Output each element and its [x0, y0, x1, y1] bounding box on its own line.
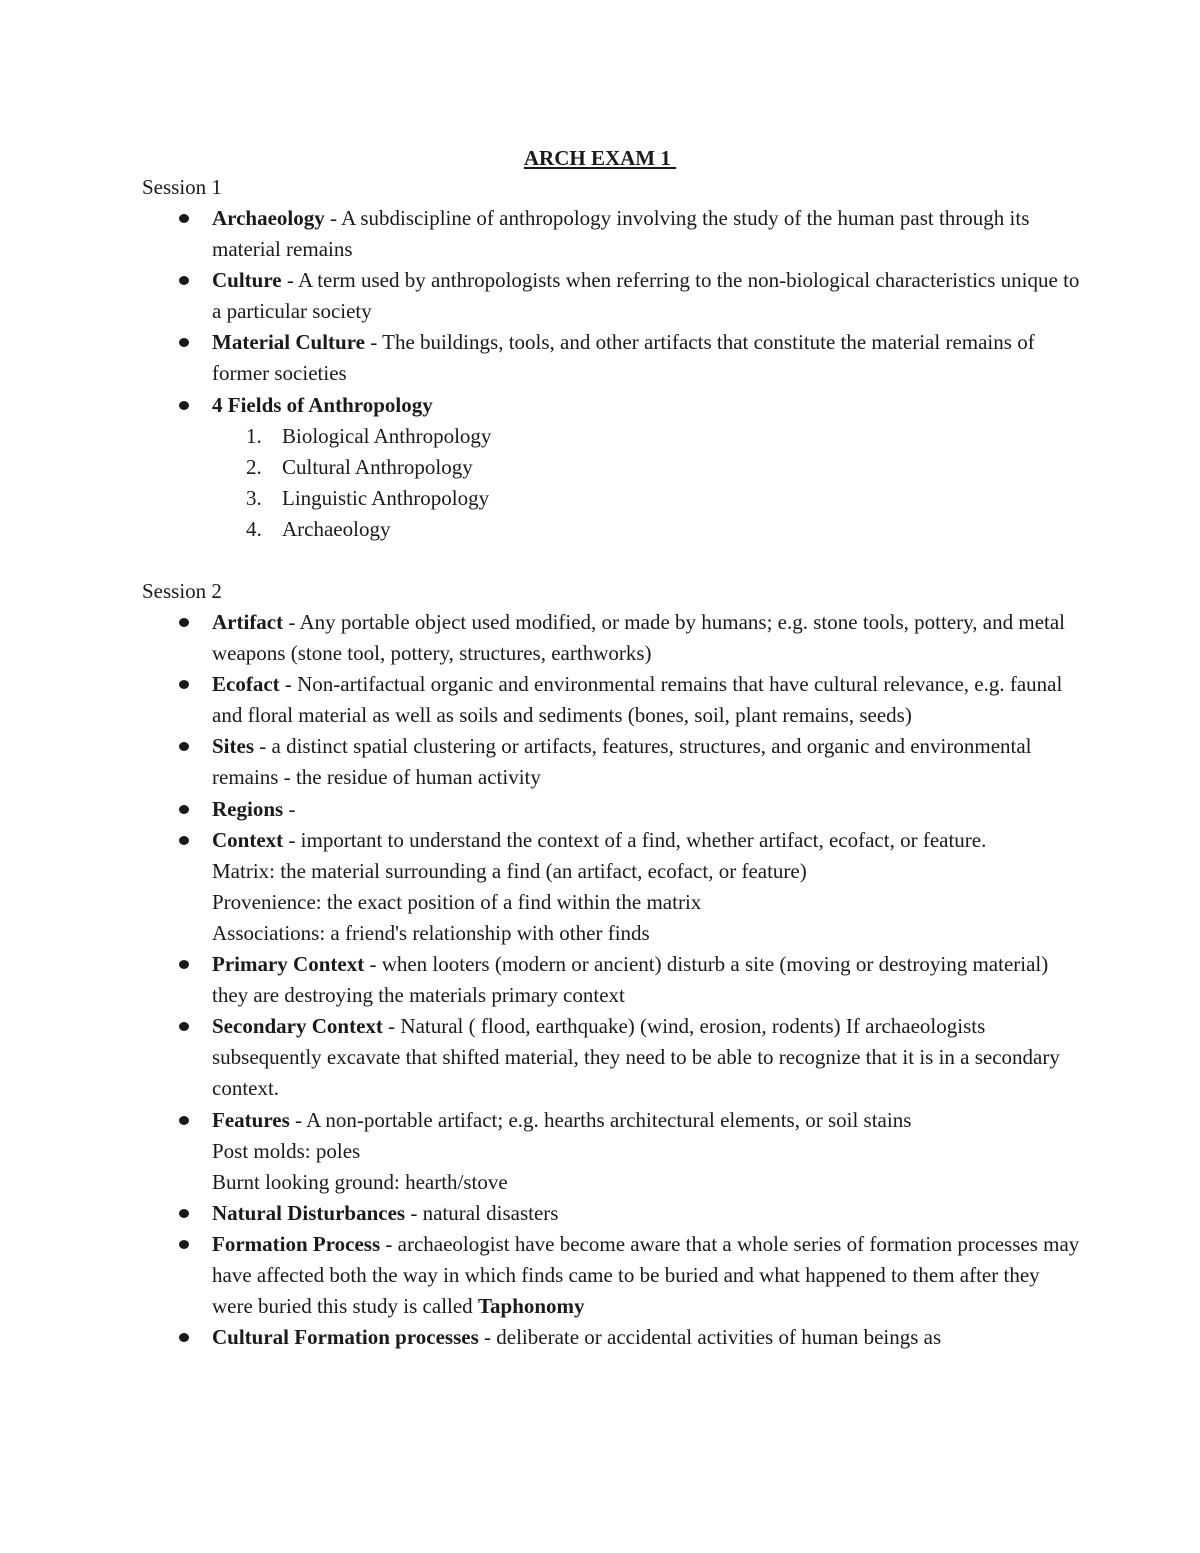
list-item-features: [0, 1105, 1200, 1198]
fields-list: [212, 421, 1080, 545]
term-definition: -: [283, 796, 296, 821]
field-label: Archaeology: [282, 516, 391, 541]
field-label: Cultural Anthropology: [282, 454, 473, 479]
session-1-heading: Session 1: [142, 175, 222, 199]
term-label: Culture: [212, 268, 282, 293]
bullet-icon: [179, 1240, 189, 1249]
term-label: Natural Disturbances: [212, 1200, 406, 1225]
list-item-context: [0, 825, 1200, 949]
term-label: Context: [212, 827, 284, 852]
list-item-natural-disturbances: [0, 1198, 1200, 1229]
list-item-archaeology: [0, 203, 1200, 265]
bullet-icon: [179, 214, 189, 223]
field-number: 2.: [246, 454, 262, 479]
term-definition: - deliberate or accidental activities of human beings as: [478, 1325, 942, 1350]
term-definition: - when looters (modern or ancient) disturb a site (moving or destroying material) they are destroying the materials primary context: [212, 952, 1049, 1008]
field-item: [212, 452, 1080, 483]
list-item-sites: [0, 731, 1200, 793]
field-label: Biological Anthropology: [282, 423, 492, 448]
bullet-icon: [179, 401, 189, 410]
term-label: Primary Context: [212, 952, 365, 977]
term-definition: - A subdiscipline of anthropology involving the study of the human past through its material remains: [212, 206, 1030, 262]
term-definition: - A non-portable artifact; e.g. hearths architectural elements, or soil stains: [289, 1107, 912, 1132]
taphonomy-emphasis: Taphonomy: [477, 1294, 585, 1319]
term-label: Regions: [212, 796, 284, 821]
list-item-primary-context: [0, 949, 1200, 1011]
term-label: Secondary Context: [212, 1014, 389, 1039]
field-item: [212, 483, 1080, 514]
field-number: 1.: [246, 423, 262, 448]
term-definition: - Natural ( flood, earthquake) (wind, erosion, rodents) If archaeologists subsequently excavate that shifted material, they need to be able to recognize that it is in a secondary context.: [212, 1014, 1060, 1101]
bullet-icon: [179, 618, 189, 627]
bullet-icon: [179, 742, 189, 751]
list-item-culture: [0, 265, 1200, 327]
session-2-heading: Session 2: [142, 579, 222, 603]
context-associations-note: Associations: a friend's relationship with other finds: [212, 920, 650, 945]
context-matrix-note: Matrix: the material surrounding a find (an artifact, ecofact, or feature): [212, 858, 807, 883]
term-label: Cultural Formation processes: [212, 1325, 479, 1350]
bullet-icon: [179, 1209, 189, 1218]
term-label: Material Culture: [212, 330, 365, 355]
field-label: Linguistic Anthropology: [282, 485, 490, 510]
term-definition: - important to understand the context of a find, whether artifact, ecofact, or feature.: [283, 827, 987, 852]
bullet-icon: [179, 836, 189, 845]
context-provenience-note: Provenience: the exact position of a find within the matrix: [212, 889, 702, 914]
term-definition: - a distinct spatial clustering or artifacts, features, structures, and organic and environmental remains - the residue of human activity: [212, 734, 1032, 790]
field-item: [212, 421, 1080, 452]
session-2-list: [0, 607, 1200, 1353]
term-definition: - Non-artifactual organic and environmental remains that have cultural relevance, e.g. faunal and floral material as well as soils and sediments (bones, soil, plant remains, seeds): [212, 672, 1063, 728]
field-number: 3.: [246, 485, 262, 510]
bullet-icon: [179, 338, 189, 347]
term-label: Sites: [212, 734, 254, 759]
document-title: ARCH EXAM 1: [523, 146, 677, 170]
field-item: [212, 514, 1080, 545]
bullet-icon: [179, 960, 189, 969]
term-definition: - archaeologist have become aware that a whole series of formation processes may have affected both the way in which finds came to be buried and what happened to them after they were buried this study is called: [212, 1231, 1080, 1319]
list-item-ecofact: [0, 669, 1200, 731]
field-number: 4.: [246, 516, 262, 541]
list-item-four-fields: [0, 390, 1200, 545]
term-definition: - Any portable object used modified, or made by humans; e.g. stone tools, pottery, and metal weapons (stone tool, pottery, structures, earthworks): [212, 610, 1066, 666]
list-item-material-culture: [0, 327, 1200, 389]
features-burnt-ground-note: Burnt looking ground: hearth/stove: [212, 1169, 508, 1194]
term-definition: - The buildings, tools, and other artifacts that constitute the material remains of former societies: [212, 330, 1035, 386]
list-item-artifact: [0, 607, 1200, 669]
bullet-icon: [179, 680, 189, 689]
session-1-list: [0, 203, 1200, 545]
bullet-icon: [179, 276, 189, 285]
term-label: Features: [212, 1107, 290, 1132]
term-label: Archaeology: [212, 206, 325, 230]
list-item-cultural-formation: [0, 1322, 1200, 1353]
term-label: Ecofact: [212, 672, 280, 697]
bullet-icon: [179, 1022, 189, 1031]
term-label: Artifact: [212, 610, 284, 634]
term-label: 4 Fields of Anthropology: [212, 392, 433, 417]
term-definition: - natural disasters: [405, 1200, 559, 1225]
term-definition: - A term used by anthropologists when referring to the non-biological characteristics unique to a particular society: [212, 268, 1080, 324]
bullet-icon: [179, 1116, 189, 1125]
bullet-icon: [179, 805, 189, 814]
list-item-secondary-context: [0, 1011, 1200, 1104]
term-label: Formation Process: [212, 1231, 381, 1256]
bullet-icon: [179, 1333, 189, 1342]
features-post-molds-note: Post molds: poles: [212, 1138, 361, 1163]
list-item-regions: [0, 794, 1200, 825]
list-item-formation-process: [0, 1229, 1200, 1322]
